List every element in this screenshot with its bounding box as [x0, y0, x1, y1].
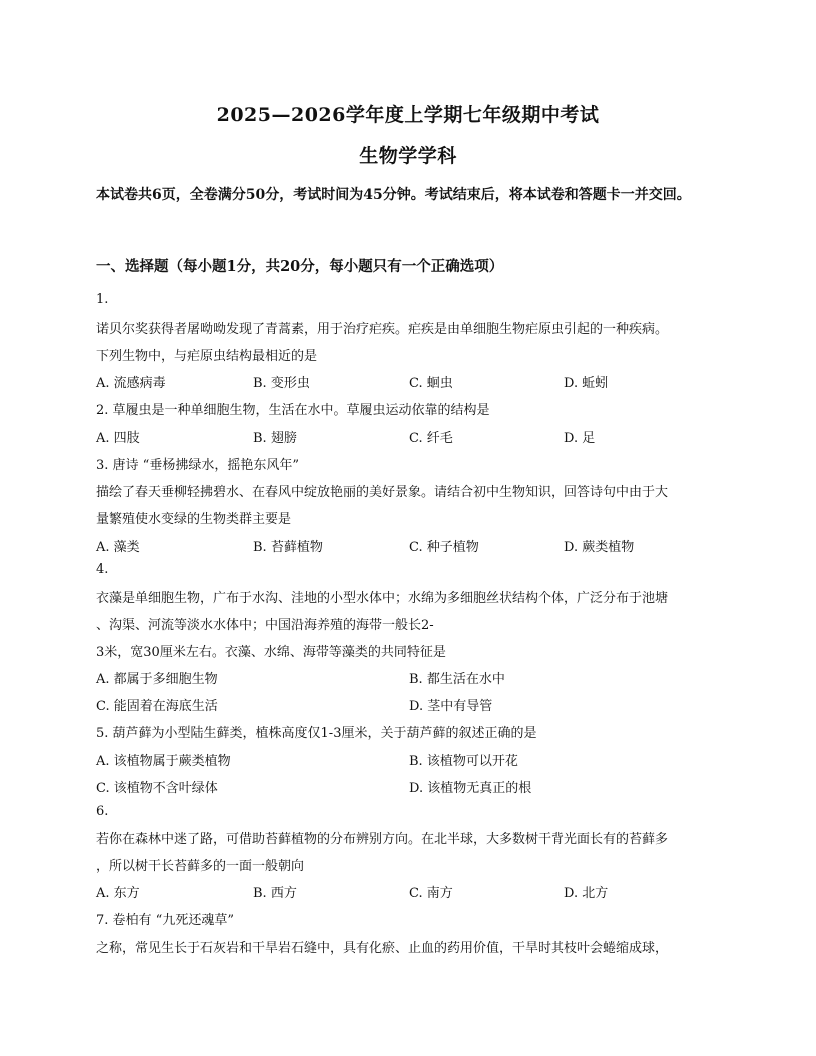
- question-4-option-d: D. 茎中有导管: [409, 699, 493, 714]
- question-5-option-b: B. 该植物可以开花: [409, 754, 518, 769]
- question-5-stem: 5. 葫芦藓为小型陆生藓类，植株高度仅1-3厘米，关于葫芦藓的叙述正确的是: [96, 726, 537, 741]
- question-5-option-c: C. 该植物不含叶绿体: [96, 781, 218, 796]
- question-6-stem-line-1: 若你在森林中迷了路，可借助苔藓植物的分布辨别方向。在北半球，大多数树干背光面长有的苔藓多: [96, 832, 669, 847]
- question-6-option-c: C. 南方: [409, 886, 453, 901]
- question-4-option-c: C. 能固着在海底生活: [96, 699, 218, 714]
- question-5-option-d: D. 该植物无真正的根: [409, 781, 532, 796]
- subject-title: 生物学学科: [359, 145, 457, 167]
- question-3-option-b: B. 苔藓植物: [253, 540, 323, 555]
- question-1-number: 1.: [96, 292, 109, 307]
- question-4-option-a: A. 都属于多细胞生物: [96, 672, 218, 687]
- question-2-option-d: D. 足: [564, 431, 596, 446]
- question-6-number: 6.: [96, 804, 109, 819]
- question-3-stem-line-2: 量繁殖使水变绿的生物类群主要是: [96, 512, 292, 527]
- exam-title: 2025—2026学年度上学期七年级期中考试: [216, 104, 600, 126]
- question-1-stem-line-2: 下列生物中，与疟原虫结构最相近的是: [96, 349, 318, 364]
- question-4-stem-line-1: 衣藻是单细胞生物，广布于水沟、洼地的小型水体中；水绵为多细胞丝状结构个体，广泛分布于池塘: [96, 591, 669, 606]
- question-6-option-d: D. 北方: [564, 886, 609, 901]
- question-5-option-a: A. 该植物属于蕨类植物: [96, 754, 231, 769]
- exam-instructions: 本试卷共6页，全卷满分50分，考试时间为45分钟。考试结束后，将本试卷和答题卡一并交回。: [96, 187, 691, 203]
- question-1-stem-line-1: 诺贝尔奖获得者屠呦呦发现了青蒿素，用于治疗疟疾。疟疾是由单细胞生物疟原虫引起的一种疾病。: [96, 322, 669, 337]
- question-4-option-b: B. 都生活在水中: [409, 672, 505, 687]
- question-3-stem-line-1: 描绘了春天垂柳轻拂碧水、在春风中绽放艳丽的美好景象。请结合初中生物知识，回答诗句中由于大: [96, 485, 669, 500]
- question-1-option-a: A. 流感病毒: [96, 376, 166, 391]
- question-2-option-b: B. 翅膀: [253, 431, 297, 446]
- question-4-stem-line-3: 3米，宽30厘米左右。衣藻、水绵、海带等藻类的共同特征是: [96, 645, 446, 660]
- question-2-option-c: C. 纤毛: [409, 431, 453, 446]
- question-3-option-a: A. 藻类: [96, 540, 140, 555]
- question-4-stem-line-2: 、沟渠、河流等淡水水体中；中国沿海养殖的海带一般长2-: [96, 618, 434, 633]
- question-6-option-a: A. 东方: [96, 886, 140, 901]
- question-1-option-c: C. 蛔虫: [409, 376, 453, 391]
- question-1-option-b: B. 变形虫: [253, 376, 310, 391]
- question-1-option-d: D. 蚯蚓: [564, 376, 609, 391]
- question-3-stem: 3. 唐诗 “垂杨拂绿水，摇艳东风年”: [96, 458, 299, 473]
- question-3-option-c: C. 种子植物: [409, 540, 479, 555]
- question-6-stem-line-2: ，所以树干长苔藓多的一面一般朝向: [96, 859, 305, 874]
- question-2-option-a: A. 四肢: [96, 431, 140, 446]
- question-6-option-b: B. 西方: [253, 886, 297, 901]
- question-2-stem: 2. 草履虫是一种单细胞生物，生活在水中。草履虫运动依靠的结构是: [96, 403, 490, 418]
- question-7-stem-line-1: 之称，常见生长于石灰岩和干旱岩石缝中，具有化瘀、止血的药用价值，干旱时其枝叶会蜷缩成球，: [96, 941, 669, 956]
- section-heading-choice: 一、选择题（每小题1分，共20分，每小题只有一个正确选项）: [96, 258, 504, 275]
- question-7-stem: 7. 卷柏有 “九死还魂草”: [96, 913, 234, 928]
- question-3-option-d: D. 蕨类植物: [564, 540, 635, 555]
- question-4-number: 4.: [96, 562, 109, 577]
